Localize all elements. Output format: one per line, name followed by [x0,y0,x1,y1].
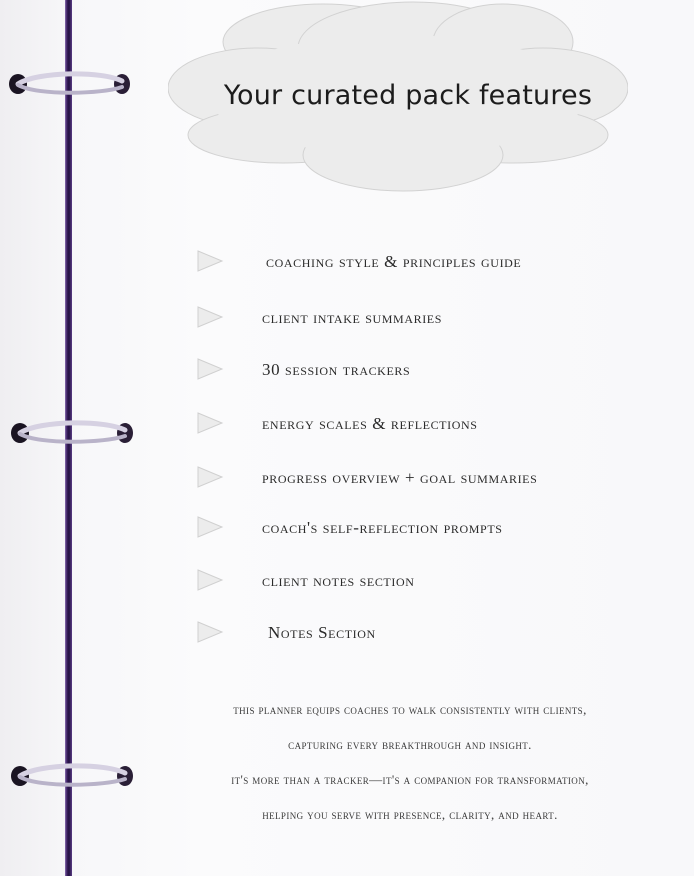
feature-item [196,412,656,438]
feature-item [196,466,656,492]
description-line: this planner equips coaches to walk consistently with clients, [233,702,587,717]
feature-item [196,569,656,595]
description-line: it's more than a tracker—it's a companion for transformation, [231,772,589,787]
triangle-bullet-icon [196,516,224,538]
feature-label: 30 session trackers [262,360,411,379]
triangle-bullet-icon [196,306,224,328]
feature-label: coaching style & principles guide [266,252,522,271]
binder-ring-icon [8,69,133,99]
feature-label: client intake summaries [262,308,442,327]
triangle-bullet-icon [196,412,224,434]
feature-label: coach's self-reflection prompts [262,518,503,537]
binder-ring-icon [8,761,133,791]
triangle-bullet-icon [196,358,224,380]
binder-ring-icon [8,418,133,448]
feature-label: client notes section [262,571,415,590]
description-line: capturing every breakthrough and insight. [288,737,532,752]
triangle-bullet-icon [196,466,224,488]
feature-label: energy scales & reflections [262,414,478,433]
page-title: Your curated pack features [223,80,593,111]
feature-item [196,621,656,647]
feature-item [196,306,656,332]
description-line: helping you serve with presence, clarity, and heart. [262,807,558,822]
triangle-bullet-icon [196,621,224,643]
feature-item [196,250,656,276]
feature-label: Notes Section [268,623,376,642]
triangle-bullet-icon [196,569,224,591]
feature-item [196,358,656,384]
feature-item [196,516,656,542]
triangle-bullet-icon [196,250,224,272]
feature-label: progress overview + goal summaries [262,468,538,487]
